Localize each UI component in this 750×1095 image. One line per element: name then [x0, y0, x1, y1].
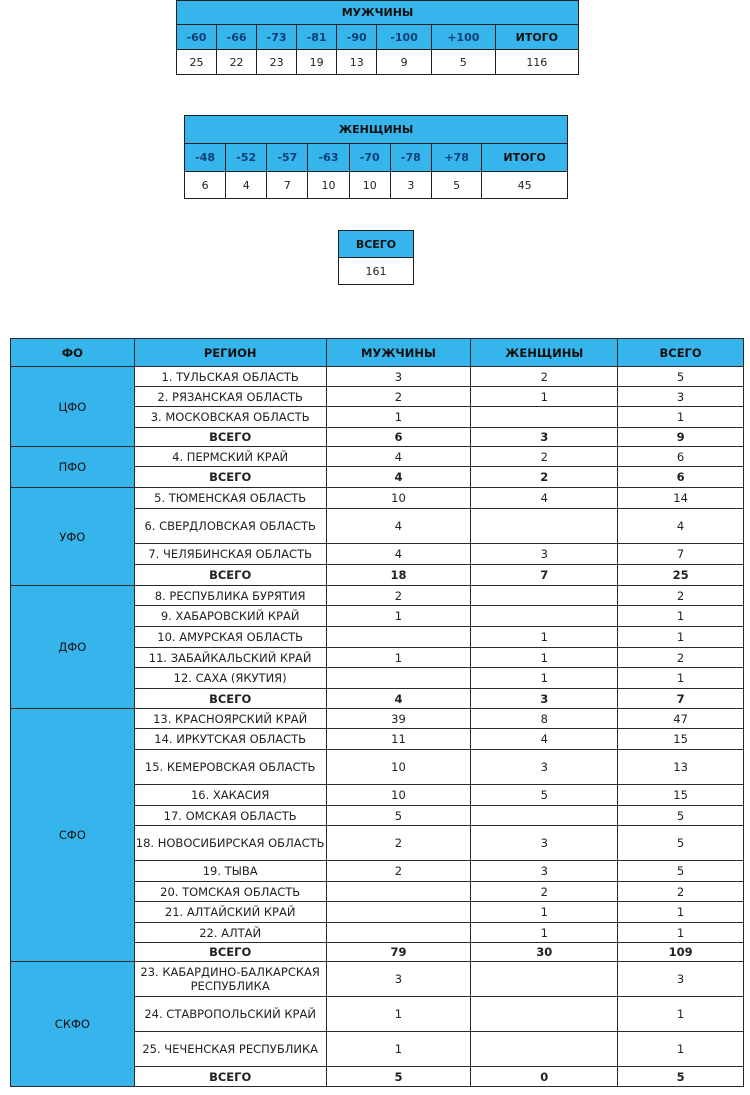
region-cell: 13. КРАСНОЯРСКИЙ КРАЙ — [134, 709, 326, 729]
region-cell: 12. САХА (ЯКУТИЯ) — [134, 668, 326, 689]
women-cell — [471, 806, 618, 826]
men-cell: 18 — [326, 565, 471, 586]
women-cell: 1 — [471, 387, 618, 407]
total-cell: 5 — [618, 826, 744, 861]
men-cell: 2 — [326, 826, 471, 861]
grand-total-title: ВСЕГО — [339, 231, 414, 258]
fo-skfo-cell: СКФО — [11, 962, 135, 1087]
table-row — [11, 447, 744, 467]
women-count: 7 — [267, 172, 308, 199]
region-cell: 10. АМУРСКАЯ ОБЛАСТЬ — [134, 627, 326, 648]
column-header-region: РЕГИОН — [134, 339, 326, 367]
men-cell — [326, 923, 471, 943]
men-cell: 39 — [326, 709, 471, 729]
women-table-title: ЖЕНЩИНЫ — [185, 116, 568, 144]
women-category: -70 — [349, 144, 390, 172]
total-cell: 5 — [618, 861, 744, 882]
men-cell: 5 — [326, 806, 471, 826]
total-cell: 9 — [618, 428, 744, 447]
total-cell: 5 — [618, 367, 744, 387]
women-cell: 7 — [471, 565, 618, 586]
women-cell: 8 — [471, 709, 618, 729]
region-cell: ВСЕГО — [134, 689, 326, 709]
women-counts-row — [185, 172, 568, 199]
regions-table-body — [11, 367, 744, 1087]
men-table-title: МУЖЧИНЫ — [177, 1, 579, 25]
men-category: -73 — [257, 25, 297, 50]
region-cell: 11. ЗАБАЙКАЛЬСКИЙ КРАЙ — [134, 648, 326, 668]
men-cell: 2 — [326, 586, 471, 606]
total-cell: 1 — [618, 606, 744, 627]
region-cell: 7. ЧЕЛЯБИНСКАЯ ОБЛАСТЬ — [134, 544, 326, 565]
men-category: -81 — [297, 25, 337, 50]
women-cell — [471, 606, 618, 627]
region-cell: 9. ХАБАРОВСКИЙ КРАЙ — [134, 606, 326, 627]
column-header-women: ЖЕНЩИНЫ — [471, 339, 618, 367]
men-cell: 4 — [326, 689, 471, 709]
men-cell: 10 — [326, 750, 471, 785]
men-cell: 4 — [326, 509, 471, 544]
region-cell: 21. АЛТАЙСКИЙ КРАЙ — [134, 902, 326, 923]
table-row — [11, 488, 744, 509]
men-cell — [326, 627, 471, 648]
total-cell: 1 — [618, 1032, 744, 1067]
women-cell: 5 — [471, 785, 618, 806]
men-cell — [326, 668, 471, 689]
men-cell: 2 — [326, 387, 471, 407]
men-category: +100 — [431, 25, 495, 50]
total-cell: 25 — [618, 565, 744, 586]
men-cell: 4 — [326, 447, 471, 467]
region-cell: 8. РЕСПУБЛИКА БУРЯТИЯ — [134, 586, 326, 606]
total-cell: 14 — [618, 488, 744, 509]
men-cell: 1 — [326, 407, 471, 428]
women-category: -48 — [185, 144, 226, 172]
women-count: 4 — [226, 172, 267, 199]
total-cell: 3 — [618, 962, 744, 997]
women-count-total: 45 — [482, 172, 568, 199]
men-category: -90 — [337, 25, 377, 50]
fo-pfo-cell: ПФО — [11, 447, 135, 488]
fo-ufo-cell: УФО — [11, 488, 135, 586]
women-category: -78 — [390, 144, 431, 172]
women-count: 5 — [431, 172, 481, 199]
men-cell — [326, 882, 471, 902]
total-cell: 2 — [618, 648, 744, 668]
women-cell: 2 — [471, 447, 618, 467]
total-cell: 15 — [618, 785, 744, 806]
total-cell: 1 — [618, 997, 744, 1032]
men-cell: 10 — [326, 488, 471, 509]
total-cell: 6 — [618, 447, 744, 467]
table-row — [11, 586, 744, 606]
men-cell: 1 — [326, 606, 471, 627]
region-cell: 2. РЯЗАНСКАЯ ОБЛАСТЬ — [134, 387, 326, 407]
women-cell: 1 — [471, 648, 618, 668]
grand-total-value: 161 — [339, 258, 414, 285]
men-cell: 1 — [326, 1032, 471, 1067]
total-cell: 1 — [618, 668, 744, 689]
women-category: -63 — [308, 144, 349, 172]
men-count: 13 — [337, 50, 377, 75]
women-count: 3 — [390, 172, 431, 199]
men-cell: 1 — [326, 648, 471, 668]
women-cell: 1 — [471, 627, 618, 648]
men-cell: 79 — [326, 943, 471, 962]
women-category: -52 — [226, 144, 267, 172]
total-cell: 5 — [618, 1067, 744, 1087]
column-header-total: ВСЕГО — [618, 339, 744, 367]
region-cell: 16. ХАКАСИЯ — [134, 785, 326, 806]
women-cell: 0 — [471, 1067, 618, 1087]
total-cell: 13 — [618, 750, 744, 785]
region-cell: 20. ТОМСКАЯ ОБЛАСТЬ — [134, 882, 326, 902]
women-cell: 3 — [471, 544, 618, 565]
region-cell: 24. СТАВРОПОЛЬСКИЙ КРАЙ — [134, 997, 326, 1032]
men-cell: 5 — [326, 1067, 471, 1087]
men-weight-categories-row — [177, 25, 579, 50]
men-category: -66 — [217, 25, 257, 50]
region-cell: ВСЕГО — [134, 467, 326, 488]
regions-table — [10, 338, 744, 1087]
region-cell: 23. КАБАРДИНО-БАЛКАРСКАЯ РЕСПУБЛИКА — [134, 962, 326, 997]
region-cell: 17. ОМСКАЯ ОБЛАСТЬ — [134, 806, 326, 826]
men-cell: 6 — [326, 428, 471, 447]
women-table — [184, 115, 568, 199]
total-cell: 7 — [618, 544, 744, 565]
fo-sfo-cell: СФО — [11, 709, 135, 962]
region-cell: 15. КЕМЕРОВСКАЯ ОБЛАСТЬ — [134, 750, 326, 785]
women-category: +78 — [431, 144, 481, 172]
women-cell — [471, 407, 618, 428]
men-cell: 11 — [326, 729, 471, 750]
total-cell: 1 — [618, 627, 744, 648]
region-cell: ВСЕГО — [134, 565, 326, 586]
region-cell: 22. АЛТАЙ — [134, 923, 326, 943]
region-cell: 3. МОСКОВСКАЯ ОБЛАСТЬ — [134, 407, 326, 428]
women-count: 6 — [185, 172, 226, 199]
men-table — [176, 0, 579, 75]
women-weight-categories-row — [185, 144, 568, 172]
women-category: -57 — [267, 144, 308, 172]
regions-header-row — [11, 339, 744, 367]
total-cell: 15 — [618, 729, 744, 750]
table-row — [11, 962, 744, 997]
women-count: 10 — [349, 172, 390, 199]
men-count: 23 — [257, 50, 297, 75]
grand-total-table — [338, 230, 414, 285]
region-cell: 18. НОВОСИБИРСКАЯ ОБЛАСТЬ — [134, 826, 326, 861]
total-cell: 1 — [618, 407, 744, 428]
region-cell: 14. ИРКУТСКАЯ ОБЛАСТЬ — [134, 729, 326, 750]
men-count: 5 — [431, 50, 495, 75]
men-count-total: 116 — [495, 50, 578, 75]
men-category: -60 — [177, 25, 217, 50]
region-cell: 25. ЧЕЧЕНСКАЯ РЕСПУБЛИКА — [134, 1032, 326, 1067]
total-cell: 3 — [618, 387, 744, 407]
men-count: 22 — [217, 50, 257, 75]
men-count: 9 — [377, 50, 432, 75]
women-cell: 2 — [471, 882, 618, 902]
men-counts-row — [177, 50, 579, 75]
women-cell — [471, 509, 618, 544]
men-count: 25 — [177, 50, 217, 75]
region-cell: ВСЕГО — [134, 943, 326, 962]
women-cell: 2 — [471, 367, 618, 387]
women-count: 10 — [308, 172, 349, 199]
men-cell — [326, 902, 471, 923]
women-cell: 4 — [471, 729, 618, 750]
region-cell: 6. СВЕРДЛОВСКАЯ ОБЛАСТЬ — [134, 509, 326, 544]
total-cell: 5 — [618, 806, 744, 826]
women-cell: 30 — [471, 943, 618, 962]
region-cell: 4. ПЕРМСКИЙ КРАЙ — [134, 447, 326, 467]
region-cell: 19. ТЫВА — [134, 861, 326, 882]
column-header-fo: ФО — [11, 339, 135, 367]
women-cell — [471, 1032, 618, 1067]
men-cell: 3 — [326, 367, 471, 387]
men-cell: 4 — [326, 544, 471, 565]
fo-dfo-cell: ДФО — [11, 586, 135, 709]
women-cell — [471, 586, 618, 606]
total-cell: 1 — [618, 923, 744, 943]
total-cell: 6 — [618, 467, 744, 488]
men-category-total: ИТОГО — [495, 25, 578, 50]
women-cell — [471, 962, 618, 997]
men-cell: 2 — [326, 861, 471, 882]
fo-cfo-cell: ЦФО — [11, 367, 135, 447]
women-cell: 1 — [471, 668, 618, 689]
table-row — [11, 367, 744, 387]
women-cell: 3 — [471, 826, 618, 861]
men-cell: 10 — [326, 785, 471, 806]
total-cell: 47 — [618, 709, 744, 729]
women-cell — [471, 997, 618, 1032]
men-cell: 1 — [326, 997, 471, 1032]
men-count: 19 — [297, 50, 337, 75]
table-row — [11, 709, 744, 729]
women-cell: 3 — [471, 689, 618, 709]
women-cell: 3 — [471, 750, 618, 785]
women-cell: 3 — [471, 861, 618, 882]
men-cell: 3 — [326, 962, 471, 997]
total-cell: 1 — [618, 902, 744, 923]
column-header-men: МУЖЧИНЫ — [326, 339, 471, 367]
total-cell: 109 — [618, 943, 744, 962]
region-cell: ВСЕГО — [134, 428, 326, 447]
region-cell: 5. ТЮМЕНСКАЯ ОБЛАСТЬ — [134, 488, 326, 509]
men-category: -100 — [377, 25, 432, 50]
total-cell: 2 — [618, 586, 744, 606]
women-cell: 1 — [471, 902, 618, 923]
total-cell: 7 — [618, 689, 744, 709]
region-cell: ВСЕГО — [134, 1067, 326, 1087]
women-cell: 2 — [471, 467, 618, 488]
region-cell: 1. ТУЛЬСКАЯ ОБЛАСТЬ — [134, 367, 326, 387]
women-cell: 1 — [471, 923, 618, 943]
total-cell: 4 — [618, 509, 744, 544]
women-cell: 3 — [471, 428, 618, 447]
women-category-total: ИТОГО — [482, 144, 568, 172]
men-cell: 4 — [326, 467, 471, 488]
total-cell: 2 — [618, 882, 744, 902]
women-cell: 4 — [471, 488, 618, 509]
